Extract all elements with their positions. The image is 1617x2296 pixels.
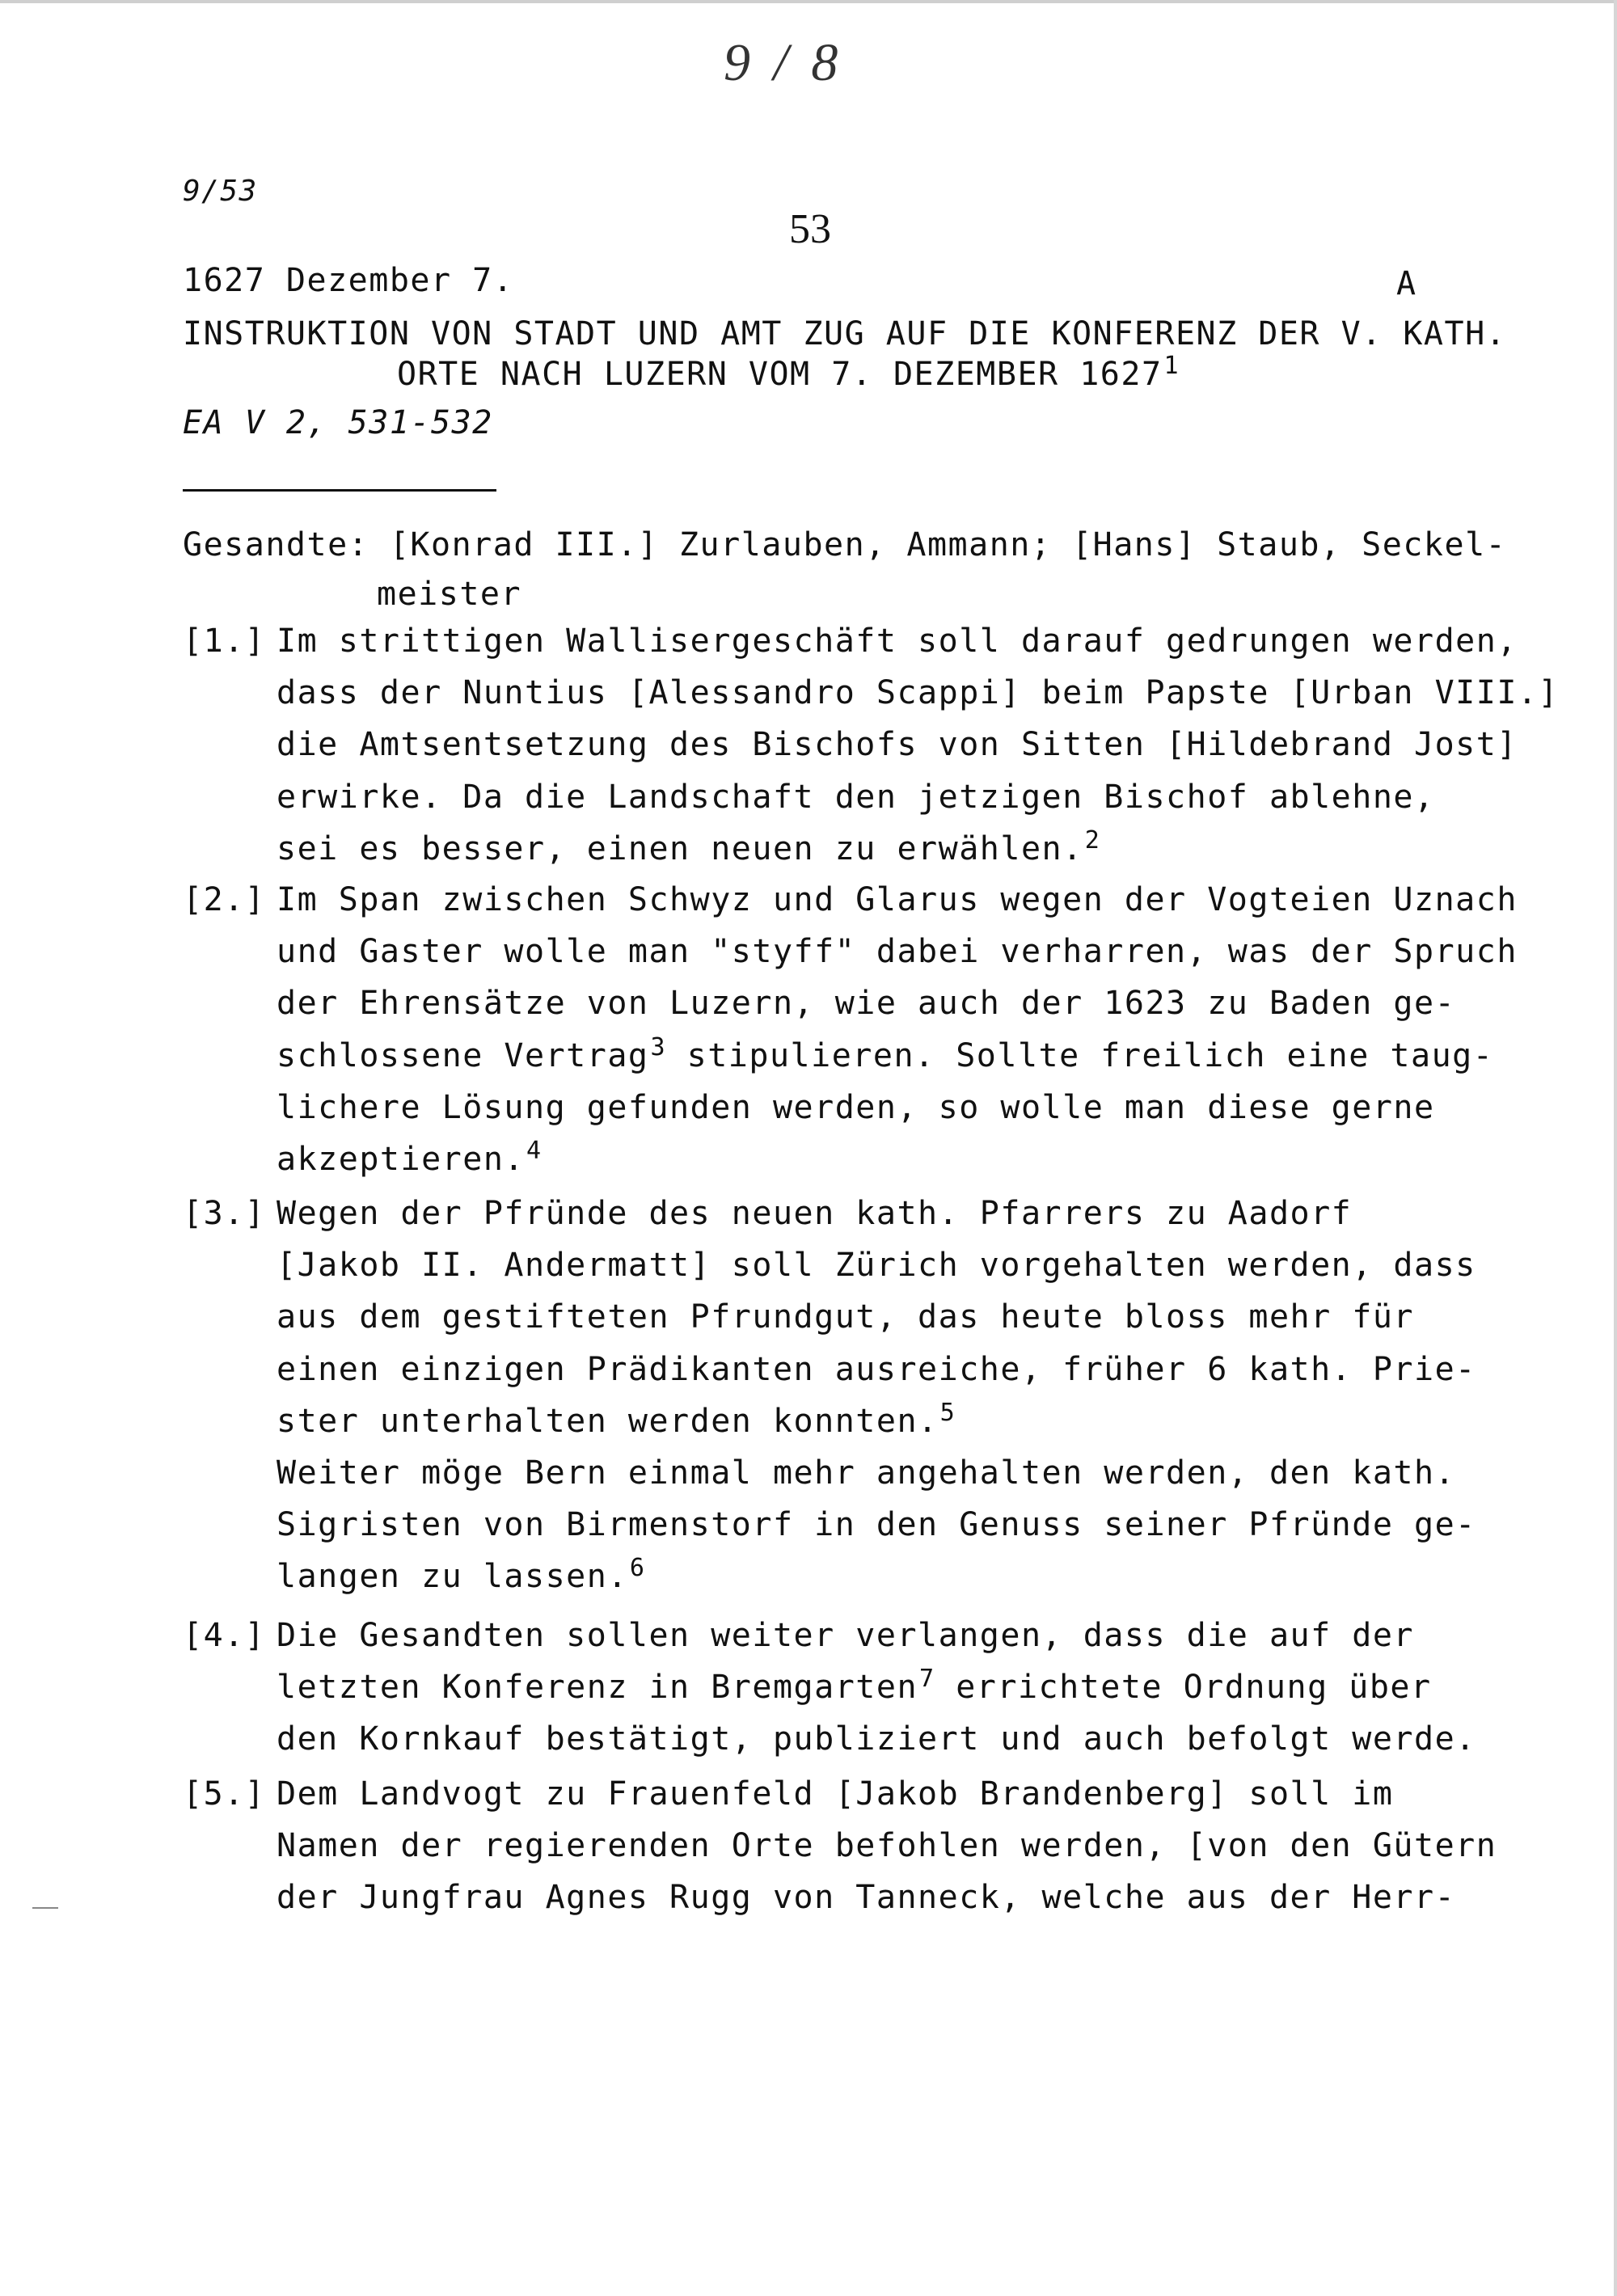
item-line [277,1298,1414,1336]
item-line [277,1137,543,1178]
item-line-text: Im strittigen Wallisergeschäft soll darauf gedrungen werden, [277,623,1518,660]
item-line-tail: stipulieren. Sollte freilich eine taug- [666,1036,1494,1074]
item-line [277,674,1559,711]
envoys-line1: Gesandte: [Konrad III.] Zurlauben, Ammann; [Hans] Staub, Seckel- [183,526,1507,563]
item-number: [3.] [183,1195,266,1232]
item-line [277,1351,1476,1388]
footnote-marker: 5 [939,1398,956,1427]
item-line [277,623,1518,660]
item-line [277,985,1455,1022]
envoys-line2: meister [377,576,522,613]
item-line [277,1454,1455,1492]
document-date: 1627 Dezember 7. [183,262,514,299]
item-line-text: langen zu lassen. [277,1558,628,1596]
item-line [277,1032,1494,1074]
document-letter: A [1396,265,1417,302]
item-line-text: und Gaster wolle man "styff" dabei verharren, was der Spruch [277,933,1518,971]
footnote-marker: 3 [650,1032,667,1061]
item-line-text: akzeptieren. [277,1141,525,1178]
item-line-text: erwirke. Da die Landschaft den jetzigen Bischof ablehne, [277,778,1435,816]
item-line-text: der Jungfrau Agnes Rugg von Tanneck, welche aus der Herr- [277,1879,1456,1917]
item-number: [1.] [183,623,266,660]
title-footnote: 1 [1163,352,1180,380]
item-line-text: der Ehrensätze von Luzern, wie auch der 1623 zu Baden ge- [277,985,1456,1023]
reference-code: 9/53 [183,175,258,208]
archive-mark: 9 / 8 [724,33,843,92]
item-line [277,1247,1476,1284]
item-line-text: Die Gesandten sollen weiter verlangen, dass die auf der [277,1617,1415,1654]
item-number: [2.] [183,881,266,918]
document-title-line2 [397,352,1180,393]
item-line-tail: errichtete Ordnung über [935,1669,1432,1707]
item-line [277,933,1518,970]
item-line-text: die Amtsentsetzung des Bischofs von Sitten [Hildebrand Jost] [277,726,1518,764]
item-line [277,726,1518,763]
document-title-line1: INSTRUKTION VON STADT UND AMT ZUG AUF DIE KONFERENZ DER V. KATH. [183,315,1507,352]
item-line-text: Weiter möge Bern einmal mehr angehalten werden, den kath. [277,1454,1456,1492]
item-line [277,1617,1414,1654]
footnote-marker: 7 [919,1665,935,1694]
item-line [277,1195,1352,1232]
item-line-text: einen einzigen Prädikanten ausreiche, früher 6 kath. Prie- [277,1350,1476,1388]
item-line-text: Sigristen von Birmenstorf in den Genuss seiner Pfründe ge- [277,1506,1476,1544]
item-line-text: ster unterhalten werden konnten. [277,1402,939,1440]
item-line-text: sei es besser, einen neuen zu erwählen. [277,829,1083,867]
item-line [277,1554,646,1596]
footnote-marker: 2 [1084,825,1101,855]
title-text: ORTE NACH LUZERN VOM 7. DEZEMBER 1627 [397,356,1163,393]
section-divider [183,489,496,492]
item-line-text: aus dem gestifteten Pfrundgut, das heute bloss mehr für [277,1298,1415,1336]
item-line [277,1827,1497,1864]
margin-mark [32,1907,58,1909]
item-line-text: Im Span zwischen Schwyz und Glarus wegen der Vogteien Uznach [277,881,1518,918]
item-line [277,1398,956,1440]
item-line [277,779,1435,816]
item-line [277,825,1101,867]
item-line-text: lichere Lösung gefunden werden, so wolle man diese gerne [277,1088,1435,1126]
scan-right-edge [1614,0,1617,2296]
item-line-text: dass der Nuntius [Alessandro Scappi] beim Papste [Urban VIII.] [277,674,1560,712]
item-line [277,1665,1432,1707]
item-line-text: Namen der regierenden Orte befohlen werden, [von den Gütern [277,1827,1497,1865]
item-line [277,1506,1476,1543]
page-number: 53 [789,206,831,252]
item-line-text: letzten Konferenz in Bremgarten [277,1669,918,1707]
item-line [277,1775,1393,1813]
item-line [277,1089,1435,1126]
item-number: [5.] [183,1775,266,1813]
source-reference: EA V 2, 531-532 [183,404,493,441]
item-line-text: den Kornkauf bestätigt, publiziert und auch befolgt werde. [277,1720,1476,1758]
item-line-text: [Jakob II. Andermatt] soll Zürich vorgehalten werden, dass [277,1247,1476,1285]
footnote-marker: 4 [526,1137,543,1165]
item-line [277,1879,1455,1916]
item-line-text: Wegen der Pfründe des neuen kath. Pfarrers zu Aadorf [277,1195,1353,1232]
item-line-text: schlossene Vertrag [277,1036,649,1074]
item-number: [4.] [183,1617,266,1654]
item-line-text: Dem Landvogt zu Frauenfeld [Jakob Brandenberg] soll im [277,1775,1394,1813]
scan-top-edge [0,0,1617,3]
item-line [277,881,1518,918]
item-line [277,1720,1476,1758]
footnote-marker: 6 [629,1554,646,1583]
